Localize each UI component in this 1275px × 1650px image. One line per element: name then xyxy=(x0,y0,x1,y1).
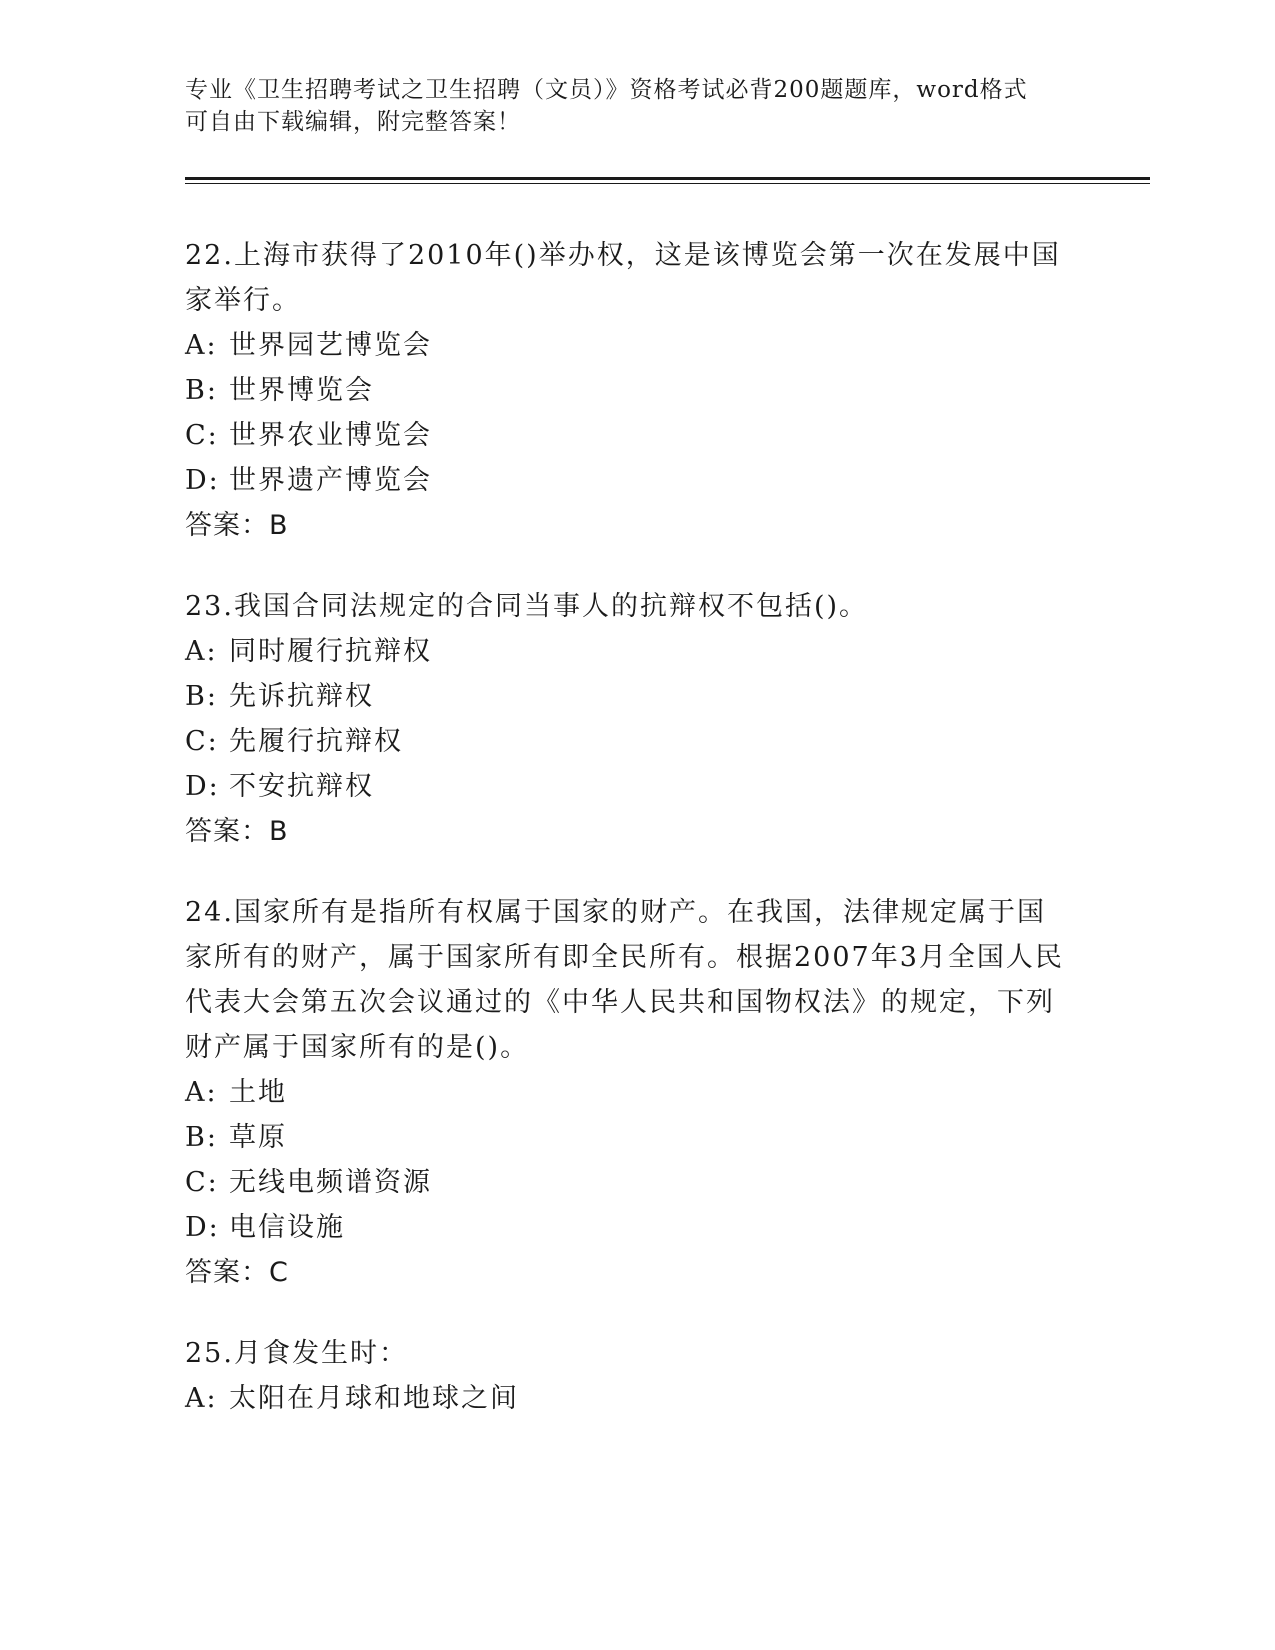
answer-line: 答案：B xyxy=(185,510,289,541)
option-letter: B: xyxy=(185,1122,218,1153)
question-23 xyxy=(185,584,1065,854)
option-b xyxy=(185,1115,1065,1160)
option-text: 草原 xyxy=(229,1122,287,1153)
option-letter: A: xyxy=(185,330,218,361)
option-c xyxy=(185,413,1065,458)
option-letter: C: xyxy=(185,420,219,451)
option-letter: C: xyxy=(185,726,219,757)
option-letter: A: xyxy=(185,1383,218,1414)
header-rule-thin xyxy=(185,183,1150,184)
option-a xyxy=(185,323,1065,368)
option-a xyxy=(185,629,1065,674)
option-text: 先诉抗辩权 xyxy=(229,681,374,712)
option-text: 世界园艺博览会 xyxy=(229,330,432,361)
question-text: 25.月食发生时： xyxy=(185,1338,408,1369)
option-letter: C: xyxy=(185,1167,219,1198)
option-d xyxy=(185,1205,1065,1250)
option-text: 世界遗产博览会 xyxy=(229,465,432,496)
answer-line: 答案：C xyxy=(185,1257,289,1288)
option-text: 土地 xyxy=(229,1077,287,1108)
option-text: 同时履行抗辩权 xyxy=(229,636,432,667)
option-text: 不安抗辩权 xyxy=(229,771,374,802)
header-line-2: 可自由下载编辑，附完整答案！ xyxy=(185,109,521,135)
question-24 xyxy=(185,890,1065,1295)
option-letter: D: xyxy=(185,771,220,802)
question-text: 24.国家所有是指所有权属于国家的财产。在我国，法律规定属于国家所有的财产，属于国家所有即全民所有。根据2007年3月全国人民代表大会第五次会议通过的《中华人民共和国物权法》的规定，下列财产属于国家所有的是()。 xyxy=(185,897,1064,1063)
option-text: 世界博览会 xyxy=(229,375,374,406)
question-text: 22.上海市获得了2010年()举办权，这是该博览会第一次在发展中国家举行。 xyxy=(185,240,1061,316)
option-b xyxy=(185,368,1065,413)
option-letter: A: xyxy=(185,1077,218,1108)
option-letter: D: xyxy=(185,1212,220,1243)
option-letter: B: xyxy=(185,681,218,712)
document-header xyxy=(185,74,1085,138)
answer-line: 答案：B xyxy=(185,816,289,847)
option-c xyxy=(185,719,1065,764)
question-text: 23.我国合同法规定的合同当事人的抗辩权不包括()。 xyxy=(185,591,869,622)
option-b xyxy=(185,674,1065,719)
option-c xyxy=(185,1160,1065,1205)
option-text: 先履行抗辩权 xyxy=(229,726,403,757)
option-a xyxy=(185,1376,1065,1421)
question-22 xyxy=(185,233,1065,548)
option-text: 电信设施 xyxy=(229,1212,345,1243)
option-text: 无线电频谱资源 xyxy=(229,1167,432,1198)
option-d xyxy=(185,764,1065,809)
option-letter: B: xyxy=(185,375,218,406)
option-letter: A: xyxy=(185,636,218,667)
option-text: 世界农业博览会 xyxy=(229,420,432,451)
option-d xyxy=(185,458,1065,503)
question-25 xyxy=(185,1331,1065,1421)
option-text: 太阳在月球和地球之间 xyxy=(229,1383,519,1414)
option-letter: D: xyxy=(185,465,220,496)
question-list xyxy=(185,233,1065,1457)
header-line-1: 专业《卫生招聘考试之卫生招聘（文员）》资格考试必背200题题库，word格式 xyxy=(185,77,1028,103)
header-rule-thick xyxy=(185,177,1150,180)
option-a xyxy=(185,1070,1065,1115)
